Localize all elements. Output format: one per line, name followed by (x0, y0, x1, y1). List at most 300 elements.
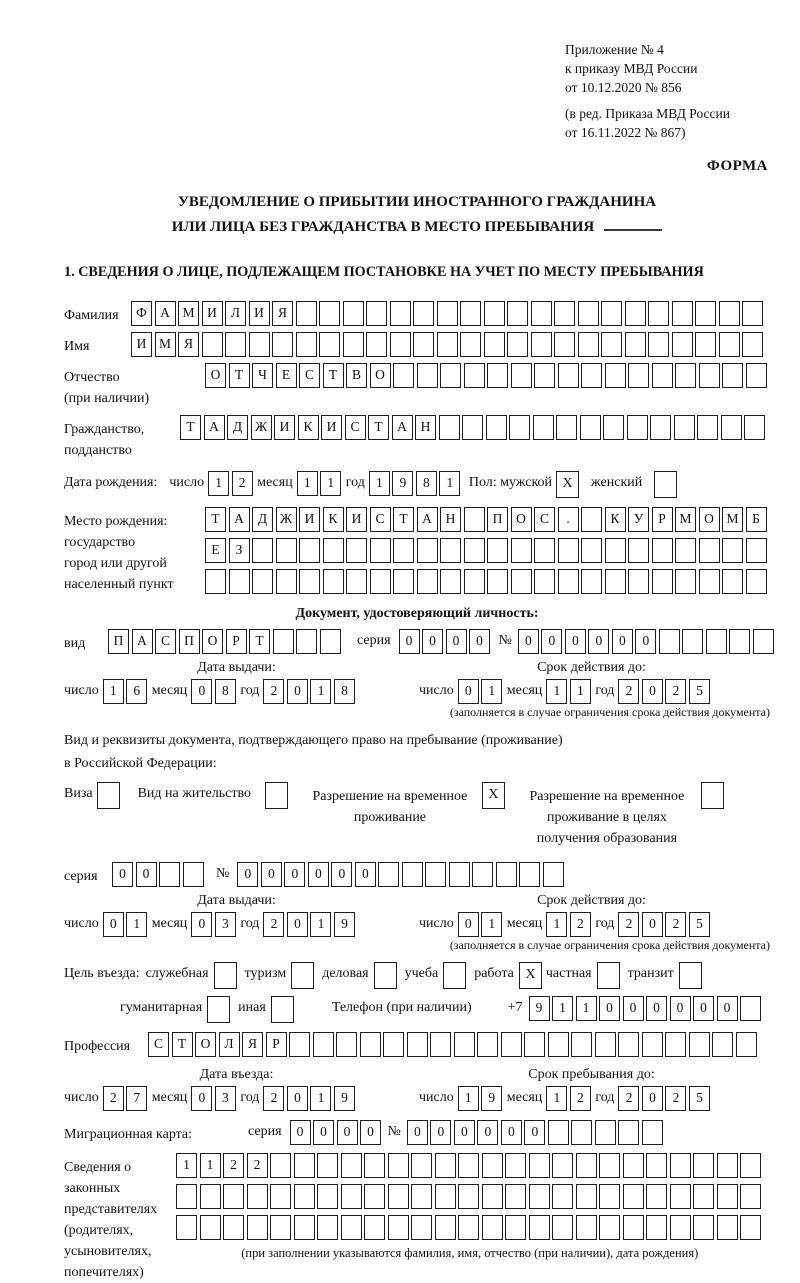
char-cell[interactable] (746, 569, 767, 594)
char-cell[interactable] (458, 1215, 479, 1240)
edu-residence-permit-checkbox[interactable] (701, 782, 724, 809)
char-cell[interactable] (482, 1184, 503, 1209)
char-cell[interactable]: 2 (232, 471, 253, 496)
char-cell[interactable] (719, 332, 740, 357)
char-cell[interactable]: 0 (469, 629, 490, 654)
char-cell[interactable]: . (558, 507, 579, 532)
birth-place-row-3[interactable] (205, 569, 769, 594)
char-cell[interactable] (247, 1184, 268, 1209)
char-cell[interactable] (665, 1032, 686, 1057)
char-cell[interactable] (534, 569, 555, 594)
char-cell[interactable] (294, 1184, 315, 1209)
char-cell[interactable]: С (534, 507, 555, 532)
char-cell[interactable] (699, 538, 720, 563)
char-cell[interactable]: Ж (276, 507, 297, 532)
char-cell[interactable]: М (675, 507, 696, 532)
char-cell[interactable] (346, 538, 367, 563)
char-cell[interactable] (402, 862, 423, 887)
char-cell[interactable] (183, 862, 204, 887)
char-cell[interactable] (722, 569, 743, 594)
char-cell[interactable]: 9 (334, 1086, 355, 1111)
char-cell[interactable] (519, 862, 540, 887)
char-cell[interactable] (323, 569, 344, 594)
char-cell[interactable]: 0 (454, 1120, 475, 1145)
char-cell[interactable] (599, 1184, 620, 1209)
char-cell[interactable]: 9 (481, 1086, 502, 1111)
profession-cells[interactable] (148, 1032, 759, 1057)
char-cell[interactable]: 0 (646, 996, 667, 1021)
char-cell[interactable] (717, 1153, 738, 1178)
char-cell[interactable]: 2 (618, 679, 639, 704)
char-cell[interactable] (435, 1153, 456, 1178)
char-cell[interactable] (464, 538, 485, 563)
char-cell[interactable]: 0 (430, 1120, 451, 1145)
char-cell[interactable] (578, 332, 599, 357)
char-cell[interactable]: С (370, 507, 391, 532)
char-cell[interactable]: И (299, 507, 320, 532)
char-cell[interactable]: 0 (458, 679, 479, 704)
char-cell[interactable] (576, 1184, 597, 1209)
char-cell[interactable] (317, 1153, 338, 1178)
char-cell[interactable] (576, 1215, 597, 1240)
char-cell[interactable]: 5 (689, 912, 710, 937)
char-cell[interactable] (270, 1153, 291, 1178)
char-cell[interactable]: 1 (126, 912, 147, 937)
char-cell[interactable]: 5 (689, 1086, 710, 1111)
char-cell[interactable] (717, 1215, 738, 1240)
char-cell[interactable] (343, 301, 364, 326)
char-cell[interactable] (464, 507, 485, 532)
char-cell[interactable]: 1 (481, 912, 502, 937)
birth-month-cells[interactable] (297, 471, 344, 496)
identity-expiry-day-cells[interactable] (458, 679, 505, 704)
char-cell[interactable] (534, 538, 555, 563)
char-cell[interactable] (697, 415, 718, 440)
char-cell[interactable] (393, 363, 414, 388)
char-cell[interactable] (628, 363, 649, 388)
char-cell[interactable] (388, 1184, 409, 1209)
char-cell[interactable]: 0 (642, 679, 663, 704)
char-cell[interactable] (581, 538, 602, 563)
char-cell[interactable] (317, 1184, 338, 1209)
char-cell[interactable] (317, 1215, 338, 1240)
char-cell[interactable] (270, 1215, 291, 1240)
char-cell[interactable]: В (346, 363, 367, 388)
given-name-cells[interactable] (131, 332, 766, 357)
char-cell[interactable]: 0 (458, 912, 479, 937)
char-cell[interactable]: 0 (313, 1120, 334, 1145)
char-cell[interactable] (721, 415, 742, 440)
char-cell[interactable] (458, 1184, 479, 1209)
char-cell[interactable] (625, 301, 646, 326)
purpose-humanitarian-checkbox[interactable] (207, 996, 230, 1023)
char-cell[interactable] (439, 415, 460, 440)
char-cell[interactable]: Т (368, 415, 389, 440)
char-cell[interactable] (460, 332, 481, 357)
char-cell[interactable] (294, 1153, 315, 1178)
char-cell[interactable] (294, 1215, 315, 1240)
char-cell[interactable] (276, 569, 297, 594)
char-cell[interactable] (740, 996, 761, 1021)
char-cell[interactable] (276, 538, 297, 563)
char-cell[interactable] (437, 301, 458, 326)
char-cell[interactable]: 0 (103, 912, 124, 937)
char-cell[interactable]: М (155, 332, 176, 357)
residence-issue-month-cells[interactable] (191, 912, 238, 937)
char-cell[interactable] (534, 363, 555, 388)
char-cell[interactable] (319, 301, 340, 326)
char-cell[interactable] (229, 569, 250, 594)
char-cell[interactable]: Е (276, 363, 297, 388)
char-cell[interactable]: О (202, 629, 223, 654)
birth-year-cells[interactable] (369, 471, 463, 496)
char-cell[interactable]: 0 (136, 862, 157, 887)
char-cell[interactable] (323, 538, 344, 563)
char-cell[interactable] (417, 569, 438, 594)
char-cell[interactable]: 0 (191, 912, 212, 937)
char-cell[interactable] (722, 538, 743, 563)
char-cell[interactable]: Р (266, 1032, 287, 1057)
char-cell[interactable]: 0 (308, 862, 329, 887)
char-cell[interactable] (390, 332, 411, 357)
char-cell[interactable]: 1 (458, 1086, 479, 1111)
char-cell[interactable]: И (346, 507, 367, 532)
char-cell[interactable] (413, 332, 434, 357)
char-cell[interactable]: С (148, 1032, 169, 1057)
char-cell[interactable] (719, 301, 740, 326)
char-cell[interactable]: Ф (131, 301, 152, 326)
char-cell[interactable]: 2 (570, 1086, 591, 1111)
char-cell[interactable] (712, 1032, 733, 1057)
char-cell[interactable]: 0 (642, 1086, 663, 1111)
char-cell[interactable] (176, 1215, 197, 1240)
char-cell[interactable] (477, 1032, 498, 1057)
char-cell[interactable]: П (108, 629, 129, 654)
char-cell[interactable] (605, 569, 626, 594)
char-cell[interactable]: Н (440, 507, 461, 532)
identity-issue-day-cells[interactable] (103, 679, 150, 704)
char-cell[interactable] (650, 415, 671, 440)
char-cell[interactable] (571, 1032, 592, 1057)
char-cell[interactable] (486, 415, 507, 440)
representatives-row-1[interactable] (176, 1153, 764, 1178)
birth-place-row-2[interactable] (205, 538, 769, 563)
char-cell[interactable] (458, 1153, 479, 1178)
char-cell[interactable]: 1 (439, 471, 460, 496)
char-cell[interactable] (289, 1032, 310, 1057)
char-cell[interactable]: Т (249, 629, 270, 654)
residence-permit-checkbox[interactable] (265, 782, 288, 809)
char-cell[interactable]: Б (746, 507, 767, 532)
char-cell[interactable]: 0 (524, 1120, 545, 1145)
char-cell[interactable] (411, 1153, 432, 1178)
char-cell[interactable]: К (298, 415, 319, 440)
char-cell[interactable]: 1 (369, 471, 390, 496)
char-cell[interactable] (411, 1184, 432, 1209)
char-cell[interactable]: О (195, 1032, 216, 1057)
char-cell[interactable] (576, 1153, 597, 1178)
char-cell[interactable]: 0 (670, 996, 691, 1021)
entry-month-cells[interactable] (191, 1086, 238, 1111)
purpose-official-checkbox[interactable] (214, 962, 237, 989)
char-cell[interactable]: 1 (200, 1153, 221, 1178)
char-cell[interactable]: 0 (422, 629, 443, 654)
char-cell[interactable]: А (155, 301, 176, 326)
char-cell[interactable] (454, 1032, 475, 1057)
char-cell[interactable] (554, 332, 575, 357)
char-cell[interactable]: 0 (355, 862, 376, 887)
char-cell[interactable] (407, 1032, 428, 1057)
char-cell[interactable]: Т (180, 415, 201, 440)
char-cell[interactable] (413, 301, 434, 326)
char-cell[interactable] (695, 332, 716, 357)
char-cell[interactable] (543, 862, 564, 887)
char-cell[interactable]: Т (323, 363, 344, 388)
surname-cells[interactable] (131, 301, 766, 326)
char-cell[interactable]: И (249, 301, 270, 326)
residence-expiry-day-cells[interactable] (458, 912, 505, 937)
char-cell[interactable] (252, 569, 273, 594)
char-cell[interactable]: 1 (552, 996, 573, 1021)
identity-series-cells[interactable] (399, 629, 493, 654)
temp-residence-permit-checkbox[interactable]: X (482, 782, 505, 809)
char-cell[interactable] (484, 301, 505, 326)
char-cell[interactable] (370, 538, 391, 563)
char-cell[interactable] (599, 1215, 620, 1240)
char-cell[interactable] (501, 1032, 522, 1057)
char-cell[interactable] (599, 1153, 620, 1178)
char-cell[interactable]: Р (652, 507, 673, 532)
char-cell[interactable] (722, 363, 743, 388)
char-cell[interactable]: 1 (176, 1153, 197, 1178)
char-cell[interactable] (601, 301, 622, 326)
char-cell[interactable] (753, 629, 774, 654)
char-cell[interactable] (533, 415, 554, 440)
char-cell[interactable]: 0 (261, 862, 282, 887)
char-cell[interactable] (648, 301, 669, 326)
char-cell[interactable] (552, 1215, 573, 1240)
char-cell[interactable] (740, 1215, 761, 1240)
purpose-tourism-checkbox[interactable] (291, 962, 314, 989)
char-cell[interactable]: 8 (215, 679, 236, 704)
char-cell[interactable]: 1 (208, 471, 229, 496)
char-cell[interactable] (642, 1120, 663, 1145)
char-cell[interactable] (296, 301, 317, 326)
identity-kind-cells[interactable] (108, 629, 343, 654)
char-cell[interactable] (296, 629, 317, 654)
char-cell[interactable]: 0 (693, 996, 714, 1021)
char-cell[interactable]: 2 (665, 679, 686, 704)
char-cell[interactable] (531, 332, 552, 357)
char-cell[interactable] (336, 1032, 357, 1057)
identity-issue-month-cells[interactable] (191, 679, 238, 704)
char-cell[interactable] (558, 363, 579, 388)
char-cell[interactable] (552, 1153, 573, 1178)
char-cell[interactable]: 2 (263, 912, 284, 937)
char-cell[interactable] (548, 1032, 569, 1057)
char-cell[interactable] (411, 1215, 432, 1240)
char-cell[interactable]: С (155, 629, 176, 654)
char-cell[interactable] (699, 569, 720, 594)
char-cell[interactable] (646, 1184, 667, 1209)
char-cell[interactable]: 0 (599, 996, 620, 1021)
char-cell[interactable]: 9 (392, 471, 413, 496)
purpose-work-checkbox[interactable]: X (519, 962, 542, 989)
char-cell[interactable]: Д (252, 507, 273, 532)
char-cell[interactable] (223, 1184, 244, 1209)
char-cell[interactable] (388, 1153, 409, 1178)
char-cell[interactable] (659, 629, 680, 654)
char-cell[interactable]: П (179, 629, 200, 654)
char-cell[interactable]: 1 (310, 912, 331, 937)
birth-day-cells[interactable] (208, 471, 255, 496)
identity-expiry-month-cells[interactable] (546, 679, 593, 704)
char-cell[interactable]: 0 (287, 912, 308, 937)
char-cell[interactable]: К (605, 507, 626, 532)
char-cell[interactable] (417, 538, 438, 563)
representatives-row-3[interactable] (176, 1215, 764, 1240)
char-cell[interactable]: О (205, 363, 226, 388)
char-cell[interactable]: 0 (642, 912, 663, 937)
char-cell[interactable]: 2 (263, 1086, 284, 1111)
char-cell[interactable] (628, 538, 649, 563)
char-cell[interactable] (531, 301, 552, 326)
char-cell[interactable]: 0 (237, 862, 258, 887)
char-cell[interactable] (646, 1153, 667, 1178)
char-cell[interactable] (319, 332, 340, 357)
char-cell[interactable] (440, 538, 461, 563)
char-cell[interactable] (581, 569, 602, 594)
char-cell[interactable] (484, 332, 505, 357)
char-cell[interactable] (740, 1153, 761, 1178)
stay-year-cells[interactable] (618, 1086, 712, 1111)
residence-series-cells[interactable] (112, 862, 206, 887)
char-cell[interactable]: 2 (570, 912, 591, 937)
migration-series-cells[interactable] (290, 1120, 384, 1145)
char-cell[interactable]: 2 (618, 912, 639, 937)
char-cell[interactable] (623, 1184, 644, 1209)
char-cell[interactable] (672, 332, 693, 357)
char-cell[interactable]: С (345, 415, 366, 440)
char-cell[interactable] (623, 1215, 644, 1240)
char-cell[interactable] (548, 1120, 569, 1145)
char-cell[interactable]: Т (229, 363, 250, 388)
char-cell[interactable] (507, 332, 528, 357)
char-cell[interactable]: М (722, 507, 743, 532)
representatives-row-2[interactable] (176, 1184, 764, 1209)
char-cell[interactable]: 1 (570, 679, 591, 704)
char-cell[interactable]: 0 (588, 629, 609, 654)
char-cell[interactable]: О (511, 507, 532, 532)
char-cell[interactable] (578, 301, 599, 326)
char-cell[interactable] (273, 629, 294, 654)
char-cell[interactable]: Ж (251, 415, 272, 440)
male-checkbox[interactable]: X (556, 471, 579, 498)
char-cell[interactable]: 9 (334, 912, 355, 937)
char-cell[interactable]: И (131, 332, 152, 357)
char-cell[interactable]: 0 (360, 1120, 381, 1145)
char-cell[interactable] (601, 332, 622, 357)
char-cell[interactable] (341, 1153, 362, 1178)
char-cell[interactable] (742, 301, 763, 326)
char-cell[interactable]: Д (227, 415, 248, 440)
char-cell[interactable] (462, 415, 483, 440)
char-cell[interactable] (393, 569, 414, 594)
char-cell[interactable] (670, 1184, 691, 1209)
char-cell[interactable]: 7 (126, 1086, 147, 1111)
char-cell[interactable] (717, 1184, 738, 1209)
char-cell[interactable] (390, 301, 411, 326)
char-cell[interactable] (378, 862, 399, 887)
birth-place-row-1[interactable] (205, 507, 769, 532)
char-cell[interactable]: 1 (546, 912, 567, 937)
char-cell[interactable]: А (229, 507, 250, 532)
char-cell[interactable]: У (628, 507, 649, 532)
char-cell[interactable] (482, 1215, 503, 1240)
migration-number-cells[interactable] (407, 1120, 666, 1145)
char-cell[interactable] (383, 1032, 404, 1057)
char-cell[interactable] (675, 538, 696, 563)
char-cell[interactable] (507, 301, 528, 326)
char-cell[interactable] (529, 1153, 550, 1178)
char-cell[interactable] (176, 1184, 197, 1209)
char-cell[interactable] (430, 1032, 451, 1057)
char-cell[interactable] (742, 332, 763, 357)
char-cell[interactable] (652, 363, 673, 388)
char-cell[interactable] (729, 629, 750, 654)
char-cell[interactable]: 0 (565, 629, 586, 654)
char-cell[interactable]: 0 (612, 629, 633, 654)
char-cell[interactable]: С (299, 363, 320, 388)
char-cell[interactable] (603, 415, 624, 440)
char-cell[interactable]: 2 (665, 912, 686, 937)
char-cell[interactable] (320, 629, 341, 654)
char-cell[interactable] (341, 1184, 362, 1209)
char-cell[interactable] (511, 569, 532, 594)
identity-expiry-year-cells[interactable] (618, 679, 712, 704)
char-cell[interactable] (511, 363, 532, 388)
char-cell[interactable] (343, 332, 364, 357)
char-cell[interactable] (746, 538, 767, 563)
char-cell[interactable] (487, 538, 508, 563)
char-cell[interactable] (581, 363, 602, 388)
char-cell[interactable] (571, 1120, 592, 1145)
char-cell[interactable] (736, 1032, 757, 1057)
char-cell[interactable] (370, 569, 391, 594)
female-checkbox[interactable] (654, 471, 677, 498)
char-cell[interactable] (618, 1120, 639, 1145)
char-cell[interactable]: 0 (284, 862, 305, 887)
char-cell[interactable]: 1 (310, 679, 331, 704)
char-cell[interactable]: 2 (247, 1153, 268, 1178)
char-cell[interactable]: А (417, 507, 438, 532)
char-cell[interactable] (605, 538, 626, 563)
char-cell[interactable] (595, 1032, 616, 1057)
char-cell[interactable]: К (323, 507, 344, 532)
char-cell[interactable] (464, 363, 485, 388)
char-cell[interactable]: 0 (477, 1120, 498, 1145)
char-cell[interactable] (675, 569, 696, 594)
char-cell[interactable]: 8 (416, 471, 437, 496)
char-cell[interactable] (554, 301, 575, 326)
char-cell[interactable]: 2 (665, 1086, 686, 1111)
char-cell[interactable] (440, 363, 461, 388)
stay-day-cells[interactable] (458, 1086, 505, 1111)
char-cell[interactable] (675, 363, 696, 388)
char-cell[interactable] (648, 332, 669, 357)
char-cell[interactable]: 0 (717, 996, 738, 1021)
citizenship-cells[interactable] (180, 415, 768, 440)
